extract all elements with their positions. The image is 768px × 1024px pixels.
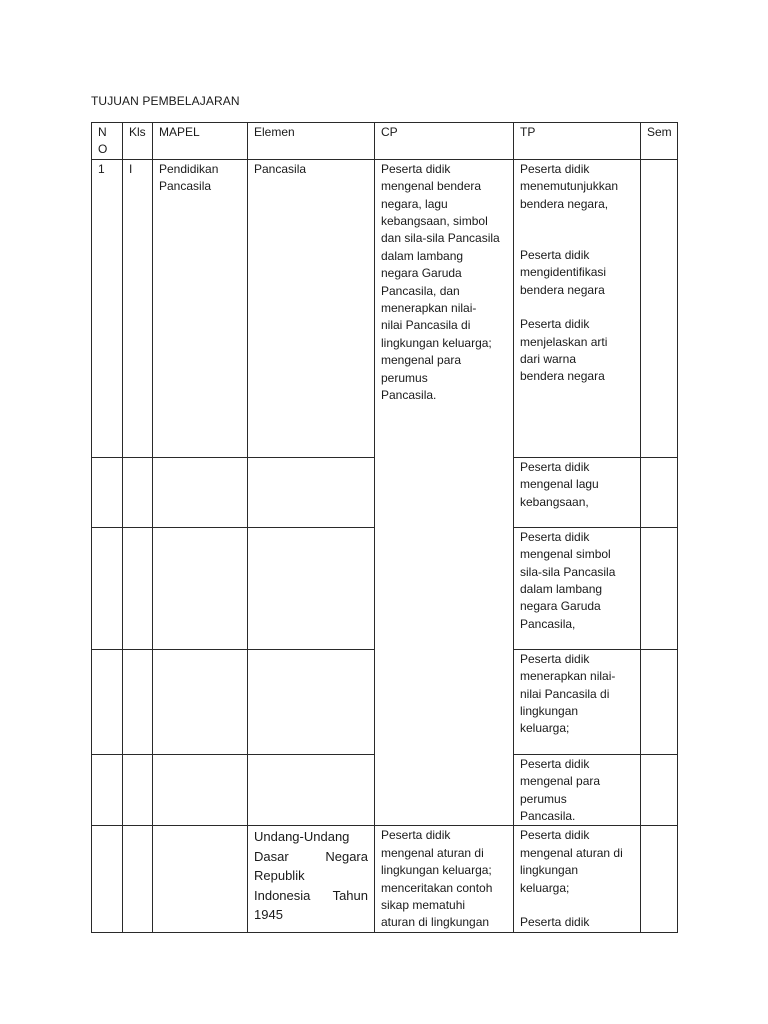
- learning-objectives-table: [91, 122, 678, 933]
- header-cp: CP: [375, 123, 514, 160]
- cell-tp: Peserta didik menerapkan nilai- nilai Pancasila di lingkungan keluarga;: [514, 649, 641, 754]
- table-row: [92, 826, 678, 932]
- cell-elemen: Pancasila: [248, 159, 375, 457]
- cell-tp: Peserta didik mengenal para perumus Pancasila.: [514, 754, 641, 826]
- table-header-row: [92, 123, 678, 160]
- cell-kls: I: [123, 159, 153, 457]
- header-elemen: Elemen: [248, 123, 375, 160]
- header-tp: TP: [514, 123, 641, 160]
- cell-cp: Peserta didik mengenal aturan di lingkungan keluarga; menceritakan contoh sikap mematuhi aturan di lingkungan: [375, 826, 514, 932]
- page-title: TUJUAN PEMBELAJARAN: [91, 94, 240, 108]
- header-sem: Sem: [641, 123, 678, 160]
- cell-cp: Peserta didik mengenal bendera negara, lagu kebangsaan, simbol dan sila-sila Pancasila dalam lambang negara Garuda Pancasila, dan menerapkan nilai- nilai Pancasila di lingkungan keluarga; mengenal para perumus Pancasila.: [375, 159, 514, 826]
- cell-elemen: Undang-Undang Dasar Negara Republik Indonesia Tahun 1945: [248, 826, 375, 932]
- header-no: N O: [92, 123, 123, 160]
- cell-no: 1: [92, 159, 123, 457]
- header-mapel: MAPEL: [153, 123, 248, 160]
- cell-tp: Peserta didik mengenal lagu kebangsaan,: [514, 457, 641, 527]
- cell-tp: Peserta didik menemutunjukkan bendera negara, Peserta didik mengidentifikasi bendera negara Peserta didik menjelaskan arti dari warna bendera negara: [514, 159, 641, 457]
- cell-mapel: Pendidikan Pancasila: [153, 159, 248, 457]
- cell-tp: Peserta didik mengenal aturan di lingkungan keluarga; Peserta didik: [514, 826, 641, 932]
- cell-sem: [641, 159, 678, 457]
- cell-tp: Peserta didik mengenal simbol sila-sila Pancasila dalam lambang negara Garuda Pancasila,: [514, 527, 641, 649]
- header-kls: Kls: [123, 123, 153, 160]
- table-row: [92, 159, 678, 457]
